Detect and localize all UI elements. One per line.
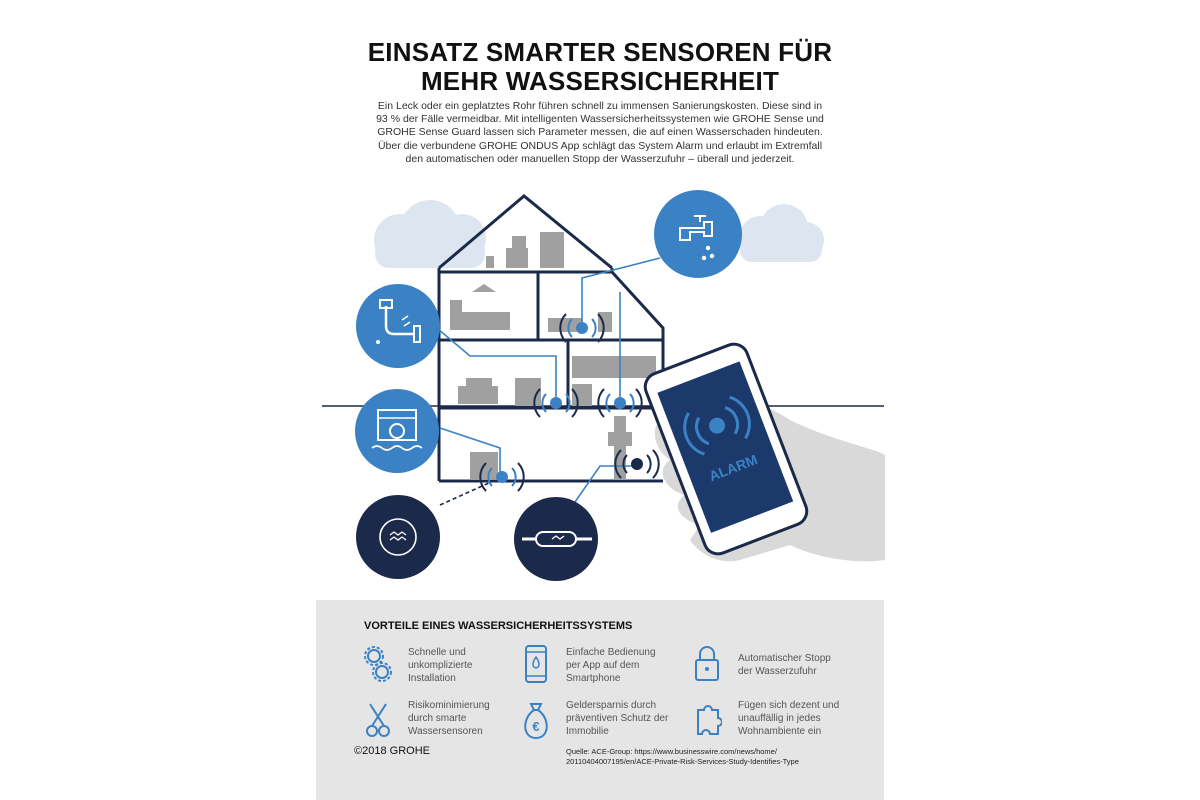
sense-device-icon: [356, 495, 440, 579]
cloud-left: [374, 200, 486, 268]
scissors-icon: [366, 702, 390, 738]
leaking-pipe-icon: [356, 284, 440, 368]
intro-line: Über die verbundene GROHE ONDUS App schlägt das System Alarm und erlaubt im Extremfall: [377, 139, 823, 152]
intro-line: GROHE Sense Guard lassen sich Parameter messen, die auf einen Wasserschaden hindeuten.: [377, 126, 823, 139]
alarm-label: ALARM: [706, 451, 760, 485]
intro-line: Ein Leck oder ein geplatztes Rohr führen schnell zu immensen Sanierungskosten. Diese sind in: [377, 100, 823, 112]
smartphone-drop-icon: [524, 644, 548, 684]
gears-icon: [362, 644, 396, 684]
svg-text:€: €: [532, 719, 540, 734]
cloud-right: [740, 204, 824, 262]
sense-guard-icon: [514, 497, 598, 581]
copyright: ©2018 GROHE: [354, 745, 430, 757]
dishwasher-icon: [355, 389, 439, 473]
benefit-app: Einfache Bedienung per App auf dem Smartphone: [566, 647, 656, 684]
faucet-icon: [654, 190, 742, 278]
source-citation: Quelle: ACE-Group: https://www.businesswire.com/news/home/ 20110404007195/en/ACE-Private-Risk-Services-Study-Identifies-Type: [566, 747, 799, 766]
padlock-icon: [694, 644, 720, 682]
benefit-installation: Schnelle und unkomplizierte Installation: [408, 647, 473, 684]
benefit-auto-stop: Automatischer Stopp der Wasserzufuhr: [738, 653, 831, 677]
title-line-1: EINSATZ SMARTER SENSOREN FÜR: [367, 37, 833, 67]
benefits-title: VORTEILE EINES WASSERSICHERHEITSSYSTEMS: [364, 620, 633, 632]
title-line-2: MEHR WASSERSICHERHEIT: [420, 66, 780, 96]
money-bag-euro-icon: [520, 700, 552, 740]
intro-line: den automatischen oder manuellen Stopp der Wasserzufuhr – überall und jederzeit.: [405, 152, 795, 165]
benefit-risk: Risikominimierung durch smarte Wassersensoren: [408, 700, 490, 737]
intro-line: 93 % der Fälle vermeidbar. Mit intelligenten Wassersicherheitssystemen wie GROHE Sense und: [376, 113, 824, 126]
puzzle-piece-icon: [694, 702, 722, 736]
benefit-savings: Geldersparnis durch präventiven Schutz der Immobilie: [566, 700, 669, 737]
benefits-panel: [316, 600, 884, 800]
smartphone: [641, 340, 811, 558]
benefit-design: Fügen sich dezent und unauffällig in jedes Wohnambiente ein: [738, 700, 840, 737]
